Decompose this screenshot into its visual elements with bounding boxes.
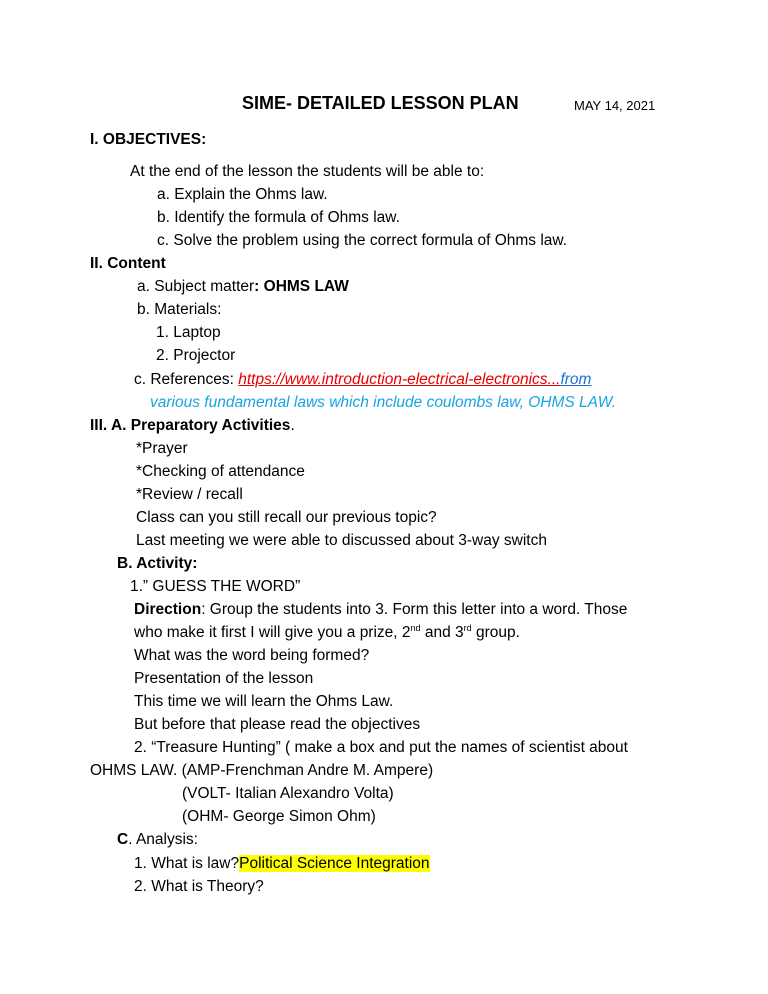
direction-text-part: group.	[471, 624, 520, 641]
analysis-heading-text: . Analysis:	[128, 831, 198, 848]
scientist-entry: (OHM- George Simon Ohm)	[182, 808, 376, 825]
reference-link-continued[interactable]: from	[560, 371, 592, 388]
direction-text: : Group the students into 3. Form this letter into a word. Those	[201, 601, 628, 618]
document-date: MAY 14, 2021	[574, 98, 656, 113]
material-item: 2. Projector	[156, 347, 236, 364]
analysis-heading	[117, 830, 198, 850]
preparatory-heading-line	[90, 416, 295, 436]
analysis-question-text: 1. What is law?	[134, 855, 240, 872]
analysis-heading-letter: C	[117, 831, 129, 848]
direction-line-2	[134, 623, 520, 643]
references-note: various fundamental laws which include coulombs law, OHMS LAW.	[150, 394, 617, 411]
materials-label: b. Materials:	[137, 301, 222, 318]
direction-text-part: who make it first I will give you a prize, 2	[134, 624, 411, 641]
references-line	[134, 370, 591, 390]
activity-game-2: 2. “Treasure Hunting” ( make a box and put the names of scientist about	[134, 739, 628, 756]
objectives-heading: I. OBJECTIVES:	[90, 131, 207, 148]
preparatory-item: *Review / recall	[136, 486, 243, 503]
activity-line: But before that please read the objectives	[134, 716, 421, 733]
activity-line: Presentation of the lesson	[134, 670, 314, 687]
analysis-question-2: 2. What is Theory?	[134, 878, 264, 895]
preparatory-item: *Prayer	[136, 440, 188, 457]
activity-line: This time we will learn the Ohms Law.	[134, 693, 394, 710]
objectives-intro: At the end of the lesson the students will be able to:	[130, 163, 485, 180]
direction-label: Direction	[134, 601, 202, 618]
reference-link[interactable]: https://www.introduction-electrical-electronics...	[238, 371, 561, 388]
highlighted-integration: Political Science Integration	[239, 855, 430, 872]
preparatory-heading: III. A. Preparatory Activities	[90, 417, 291, 434]
preparatory-item: Last meeting we were able to discussed about 3-way switch	[136, 532, 547, 549]
superscript-nd: nd	[410, 622, 421, 633]
activity-game-2-continued: OHMS LAW. (AMP-Frenchman Andre M. Ampere)	[90, 762, 434, 779]
preparatory-item: *Checking of attendance	[136, 463, 305, 480]
content-heading: II. Content	[90, 255, 166, 272]
subject-matter-line	[137, 277, 349, 297]
activity-game-1: 1.” GUESS THE WORD”	[130, 578, 301, 595]
activity-heading: B. Activity:	[117, 555, 198, 572]
direction-line	[134, 600, 627, 620]
preparatory-item: Class can you still recall our previous topic?	[136, 509, 437, 526]
objective-item: a. Explain the Ohms law.	[157, 186, 328, 203]
material-item: 1. Laptop	[156, 324, 221, 341]
scientist-entry: (VOLT- Italian Alexandro Volta)	[182, 785, 394, 802]
page-title: SIME- DETAILED LESSON PLAN	[242, 93, 519, 113]
preparatory-heading-suffix: .	[290, 417, 295, 434]
objective-item: b. Identify the formula of Ohms law.	[157, 209, 400, 226]
analysis-question-1	[134, 854, 430, 874]
direction-text-part: and 3	[420, 624, 464, 641]
objective-item: c. Solve the problem using the correct formula of Ohms law.	[157, 232, 568, 249]
superscript-rd: rd	[463, 622, 472, 633]
subject-matter-label: a. Subject matter	[137, 278, 255, 295]
subject-matter-value: : OHMS LAW	[254, 278, 349, 295]
references-label: c. References:	[134, 371, 239, 388]
activity-line: What was the word being formed?	[134, 647, 370, 664]
